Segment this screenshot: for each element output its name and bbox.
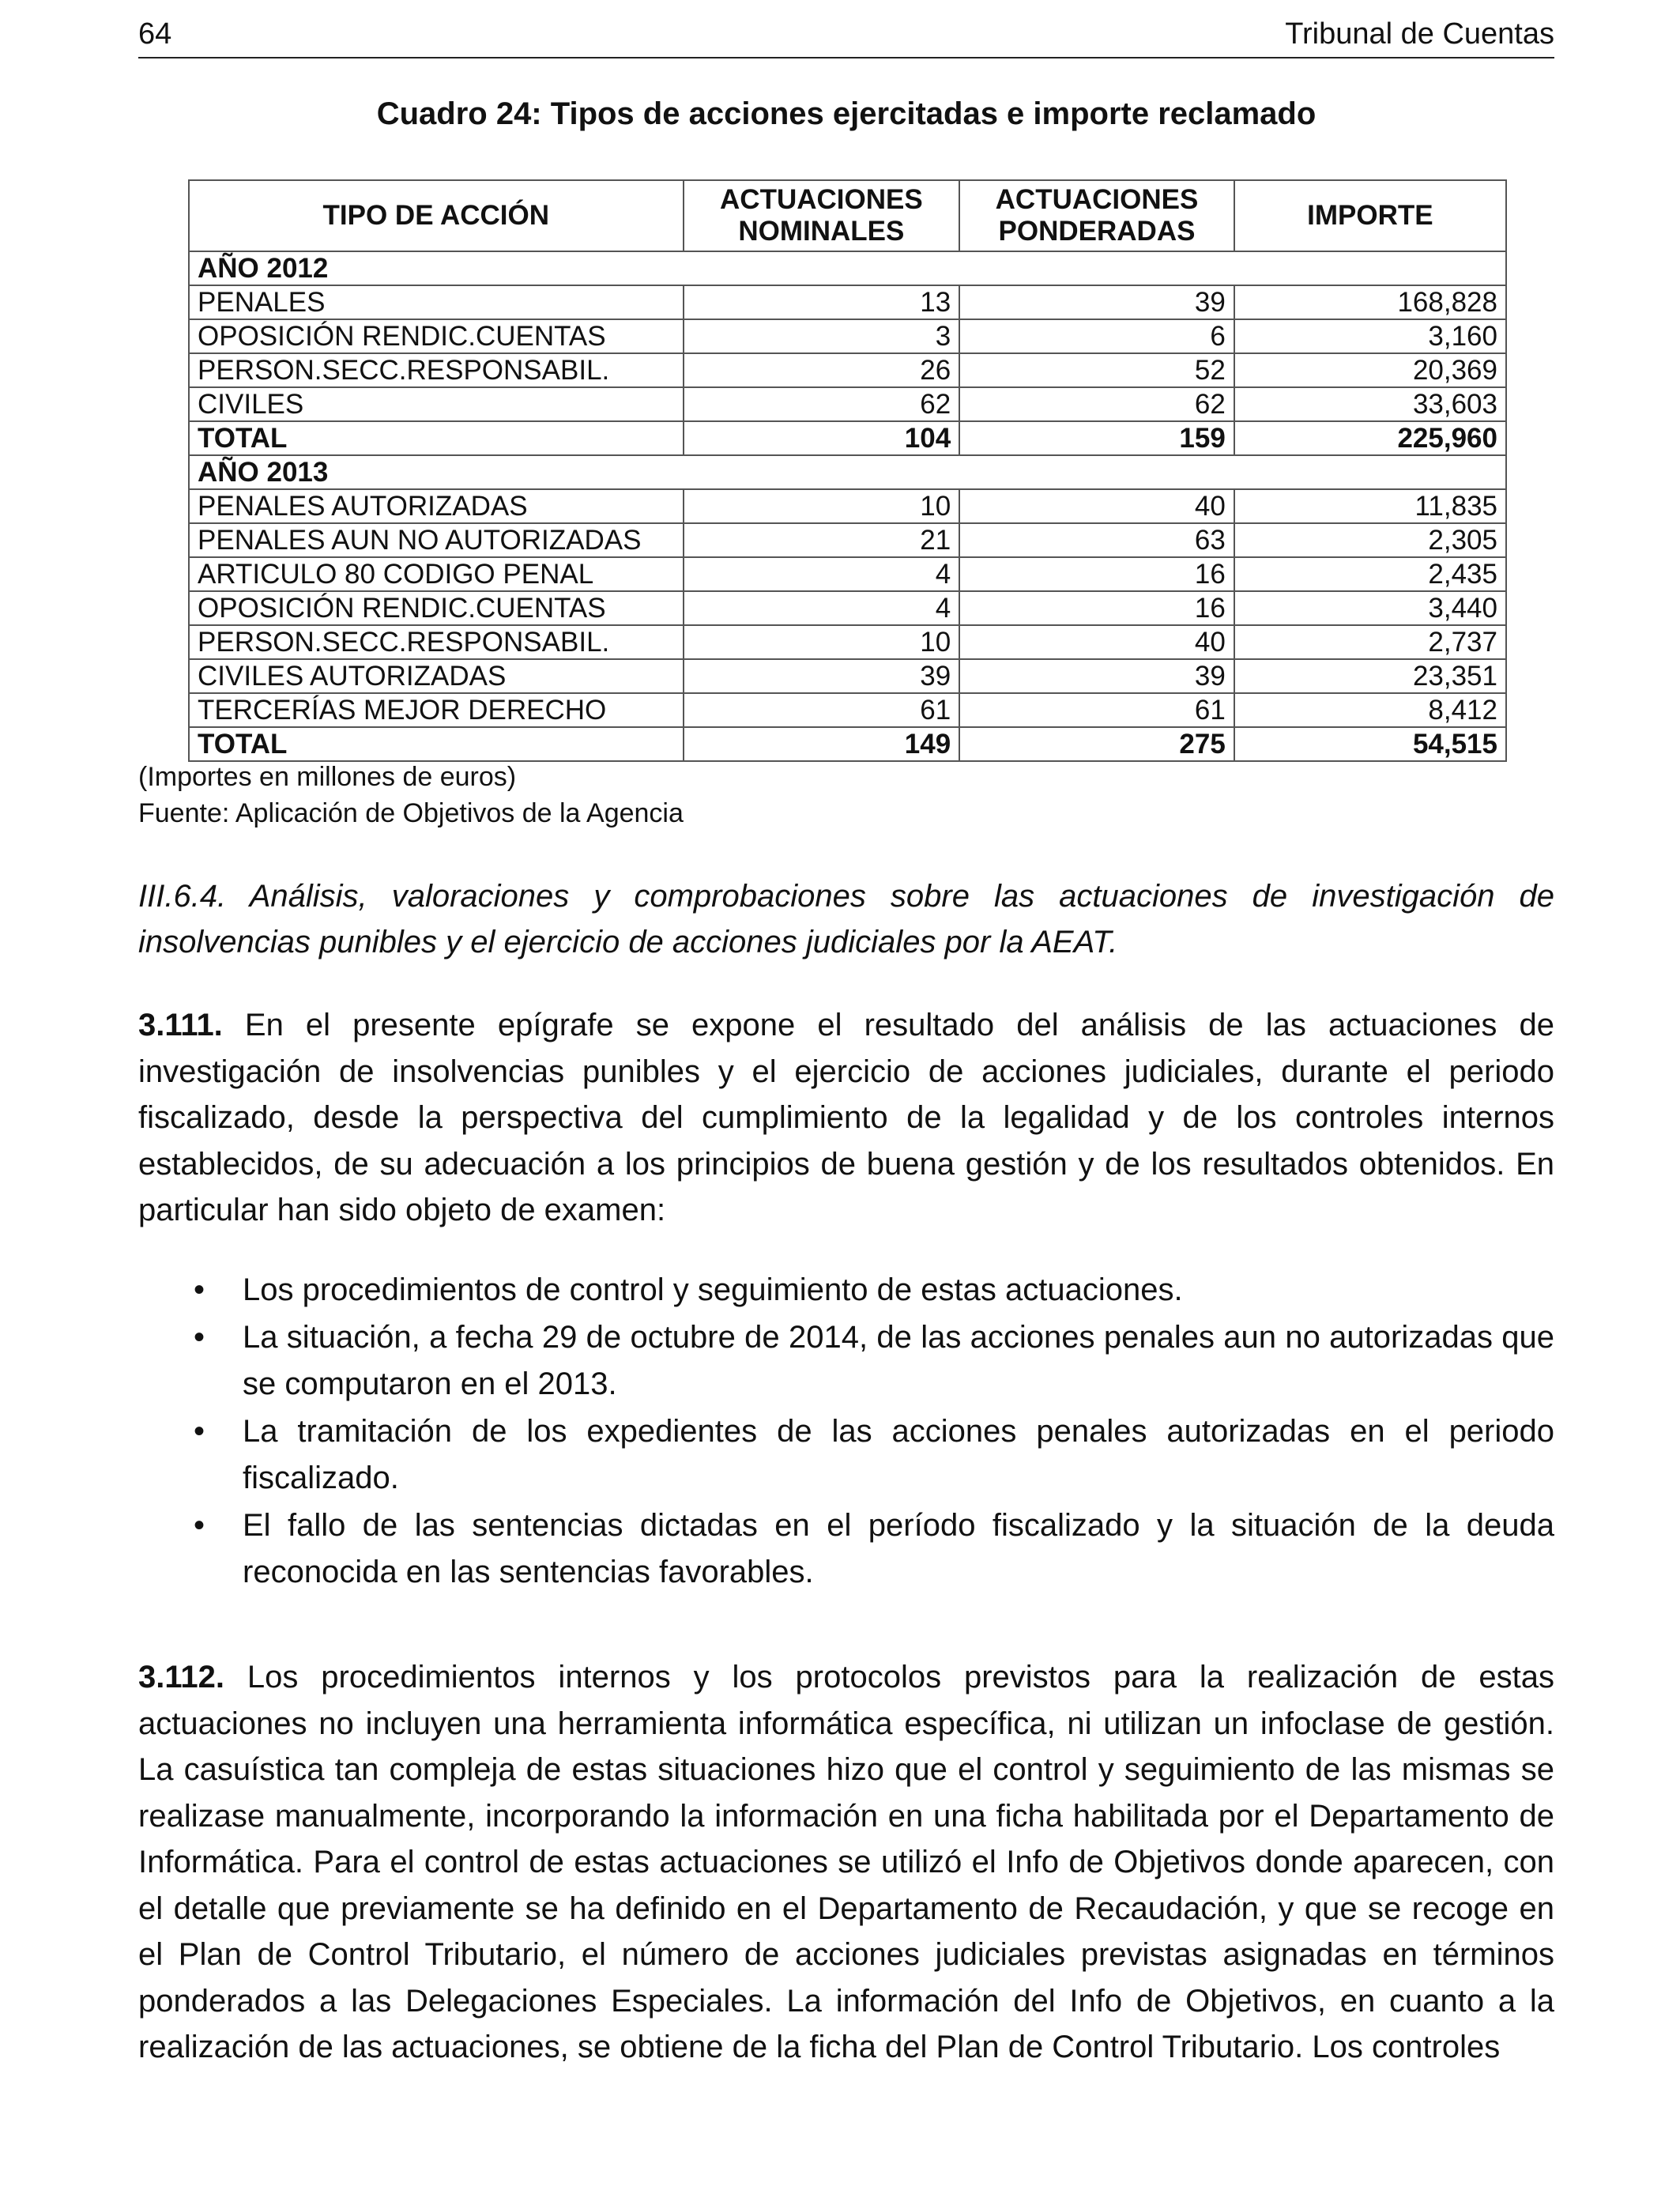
cell-nominales: 39	[684, 659, 960, 693]
table-row	[189, 557, 1506, 591]
cell-tipo: PENALES	[189, 285, 684, 319]
cell-nominales: 104	[684, 421, 960, 455]
cell-nominales: 4	[684, 557, 960, 591]
header-tipo-accion: TIPO DE ACCIÓN	[189, 180, 684, 251]
cell-nominales: 3	[684, 319, 960, 353]
cell-nominales: 21	[684, 523, 960, 557]
table-row	[189, 387, 1506, 421]
cell-ponderadas: 62	[959, 387, 1234, 421]
table-year-row	[189, 251, 1506, 285]
table-row	[189, 353, 1506, 387]
cell-nominales: 10	[684, 625, 960, 659]
cell-tipo: CIVILES AUTORIZADAS	[189, 659, 684, 693]
list-item	[138, 1408, 1554, 1502]
table-row	[189, 693, 1506, 727]
list-item-text: Los procedimientos de control y seguimiento de estas actuaciones.	[243, 1272, 1183, 1307]
list-item	[138, 1502, 1554, 1596]
cell-importe: 3,440	[1234, 591, 1506, 625]
cell-ponderadas: 275	[959, 727, 1234, 761]
table-row	[189, 285, 1506, 319]
actions-table	[188, 179, 1507, 762]
cell-importe: 225,960	[1234, 421, 1506, 455]
bullet-icon: •	[194, 1319, 205, 1355]
header-importe: IMPORTE	[1234, 180, 1506, 251]
cell-importe: 8,412	[1234, 693, 1506, 727]
cell-tipo: OPOSICIÓN RENDIC.CUENTAS	[189, 591, 684, 625]
cell-importe: 168,828	[1234, 285, 1506, 319]
cell-ponderadas: 52	[959, 353, 1234, 387]
cell-ponderadas: 40	[959, 625, 1234, 659]
cell-importe: 2,305	[1234, 523, 1506, 557]
cell-tipo: CIVILES	[189, 387, 684, 421]
bullet-list	[138, 1267, 1554, 1596]
cell-tipo: TOTAL	[189, 421, 684, 455]
cell-tipo: ARTICULO 80 CODIGO PENAL	[189, 557, 684, 591]
header-organization: Tribunal de Cuentas	[1285, 17, 1554, 51]
bullet-icon: •	[194, 1413, 205, 1449]
bullet-icon: •	[194, 1272, 205, 1307]
table-caption: Cuadro 24: Tipos de acciones ejercitadas e importe reclamado	[376, 96, 1317, 131]
cell-nominales: 62	[684, 387, 960, 421]
bullet-icon: •	[194, 1507, 205, 1543]
table-header-row	[189, 180, 1506, 251]
cell-tipo: PENALES AUTORIZADAS	[189, 489, 684, 523]
table-total-row	[189, 421, 1506, 455]
cell-nominales: 61	[684, 693, 960, 727]
table-year-row	[189, 455, 1506, 489]
cell-importe: 20,369	[1234, 353, 1506, 387]
paragraph-text: Los procedimientos internos y los protocolos previstos para la realización de estas actuaciones no incluyen una herramienta informática específica, ni utilizan un infoclase de gestión. La casuística tan compleja de estas situaciones hizo que el control y seguimiento de las mismas se realizase manualmente, incorporando la información en una ficha habilitada por el Departamento de Informática. Para el control de estas actuaciones se utilizó el Info de Objetivos donde aparecen, con el detalle que previamente se ha definido en el Departamento de Recaudación, y que se recoge en el Plan de Control Tributario, el número de acciones judiciales previstas asignadas en términos ponderados a las Delegaciones Especiales. La información del Info de Objetivos, en cuanto a la realización de las actuaciones, se obtiene de la ficha del Plan de Control Tributario. Los controles	[138, 1660, 1554, 2064]
cell-importe: 23,351	[1234, 659, 1506, 693]
header-ponderadas: ACTUACIONES PONDERADAS	[959, 180, 1234, 251]
source-note: Fuente: Aplicación de Objetivos de la Agencia	[138, 798, 684, 828]
section-heading: III.6.4. Análisis, valoraciones y comprobaciones sobre las actuaciones de investigación de insolvencias punibles y el ejercicio de acciones judiciales por la AEAT.	[138, 879, 1554, 959]
cell-tipo: TERCERÍAS MEJOR DERECHO	[189, 693, 684, 727]
paragraph-number: 3.112.	[138, 1660, 225, 1695]
cell-ponderadas: 61	[959, 693, 1234, 727]
header-nominales: ACTUACIONES NOMINALES	[684, 180, 960, 251]
cell-nominales: 26	[684, 353, 960, 387]
cell-ponderadas: 63	[959, 523, 1234, 557]
page-header	[138, 17, 1554, 58]
paragraph-3112	[138, 1654, 1554, 2071]
cell-ponderadas: 16	[959, 591, 1234, 625]
table-row	[189, 591, 1506, 625]
list-item	[138, 1267, 1554, 1314]
list-item	[138, 1314, 1554, 1408]
cell-importe: 3,160	[1234, 319, 1506, 353]
cell-ponderadas: 39	[959, 659, 1234, 693]
table-total-row	[189, 727, 1506, 761]
table-row	[189, 523, 1506, 557]
cell-importe: 2,435	[1234, 557, 1506, 591]
cell-ponderadas: 16	[959, 557, 1234, 591]
cell-ponderadas: 159	[959, 421, 1234, 455]
table-row	[189, 319, 1506, 353]
cell-importe: 54,515	[1234, 727, 1506, 761]
cell-importe: 33,603	[1234, 387, 1506, 421]
cell-nominales: 13	[684, 285, 960, 319]
year-label: AÑO 2013	[189, 455, 1506, 489]
cell-nominales: 4	[684, 591, 960, 625]
cell-tipo: OPOSICIÓN RENDIC.CUENTAS	[189, 319, 684, 353]
cell-tipo: PERSON.SECC.RESPONSABIL.	[189, 353, 684, 387]
year-label: AÑO 2012	[189, 251, 1506, 285]
cell-tipo: TOTAL	[189, 727, 684, 761]
cell-ponderadas: 39	[959, 285, 1234, 319]
cell-tipo: PENALES AUN NO AUTORIZADAS	[189, 523, 684, 557]
cell-importe: 11,835	[1234, 489, 1506, 523]
list-item-text: La situación, a fecha 29 de octubre de 2014, de las acciones penales aun no autorizadas que se computaron en el 2013.	[243, 1319, 1554, 1401]
cell-nominales: 10	[684, 489, 960, 523]
table-row	[189, 489, 1506, 523]
page-number: 64	[138, 17, 172, 51]
paragraph-number: 3.111.	[138, 1008, 223, 1042]
table-row	[189, 659, 1506, 693]
cell-ponderadas: 6	[959, 319, 1234, 353]
paragraph-3111	[138, 1002, 1554, 1234]
list-item-text: La tramitación de los expedientes de las acciones penales autorizadas en el periodo fiscalizado.	[243, 1413, 1554, 1495]
cell-tipo: PERSON.SECC.RESPONSABIL.	[189, 625, 684, 659]
cell-nominales: 149	[684, 727, 960, 761]
list-item-text: El fallo de las sentencias dictadas en el período fiscalizado y la situación de la deuda reconocida en las sentencias favorables.	[243, 1507, 1554, 1589]
units-note: (Importes en millones de euros)	[138, 762, 517, 792]
cell-importe: 2,737	[1234, 625, 1506, 659]
paragraph-text: En el presente epígrafe se expone el resultado del análisis de las actuaciones de investigación de insolvencias punibles y el ejercicio de acciones judiciales, durante el periodo fiscalizado, desde la perspectiva del cumplimiento de la legalidad y de los controles internos establecidos, de su adecuación a los principios de buena gestión y de los resultados obtenidos. En particular han sido objeto de examen:	[138, 1008, 1554, 1227]
table-notes	[138, 759, 684, 831]
table-row	[189, 625, 1506, 659]
cell-ponderadas: 40	[959, 489, 1234, 523]
